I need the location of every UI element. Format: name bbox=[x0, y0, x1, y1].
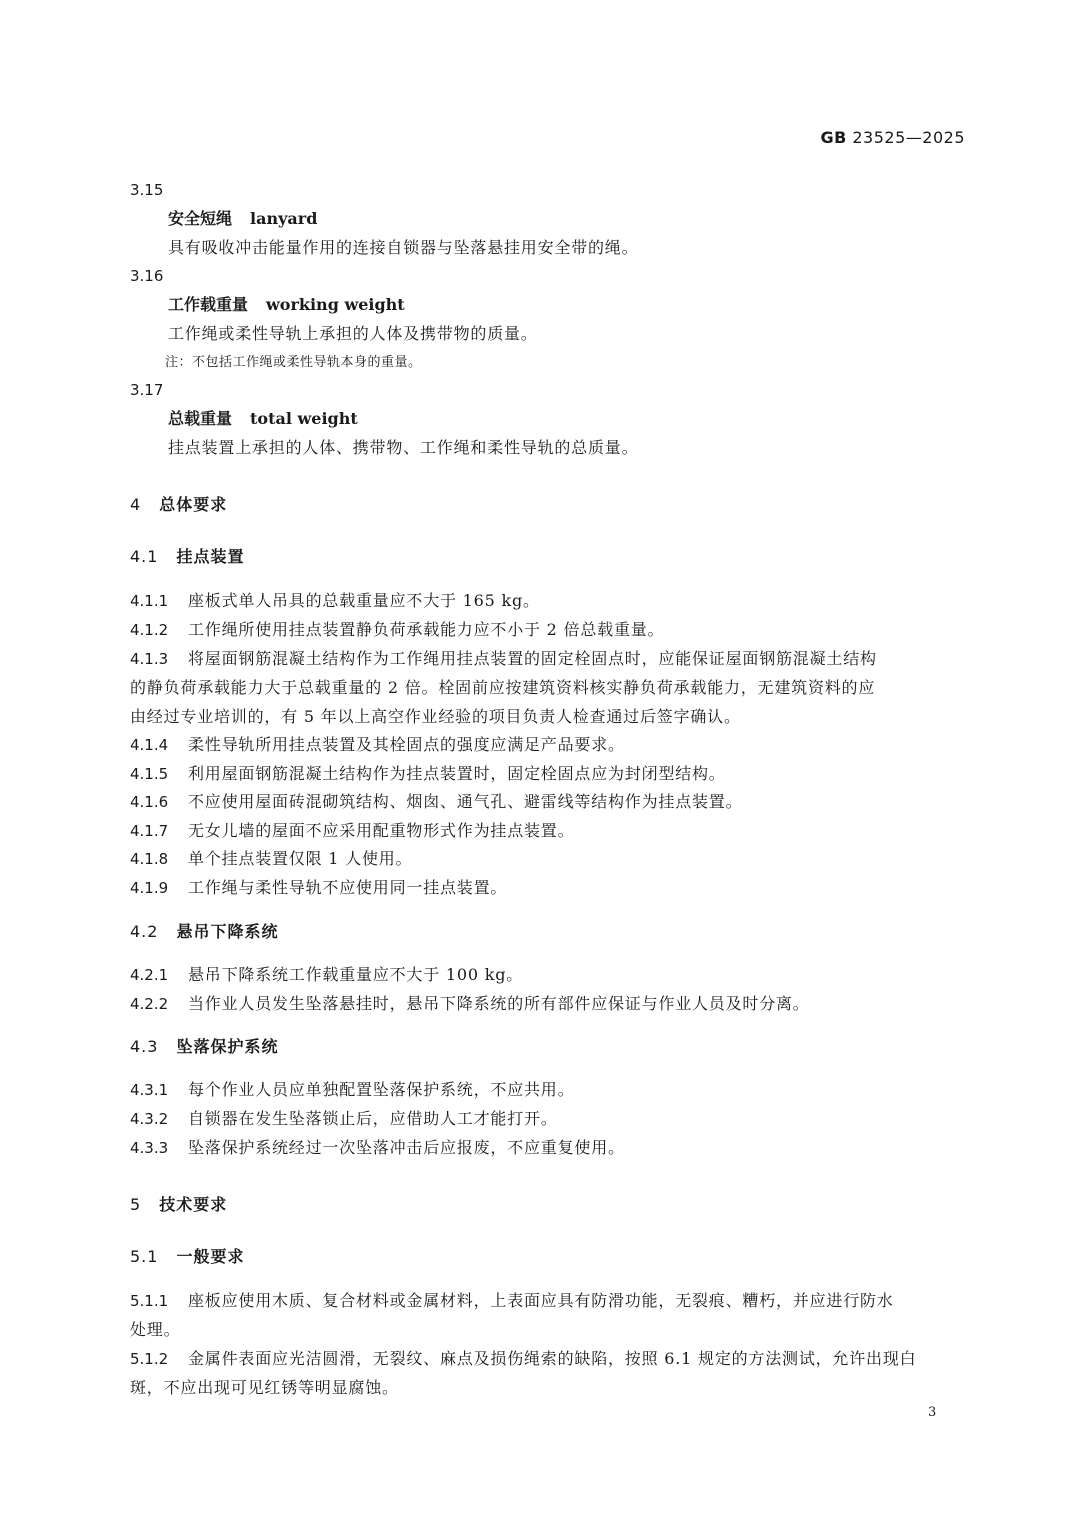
clause bbox=[130, 619, 664, 641]
clause-number: 4.1.4 bbox=[130, 736, 169, 754]
clause-text: 自锁器在发生坠落锁止后，应借助人工才能打开。 bbox=[188, 1109, 558, 1128]
term-definition: 具有吸收冲击能量作用的连接自锁器与坠落悬挂用安全带的绳。 bbox=[168, 238, 639, 257]
clause-number: 4.1.5 bbox=[130, 765, 169, 783]
clause bbox=[130, 590, 540, 612]
clause-number: 4.1.8 bbox=[130, 850, 169, 868]
clause bbox=[130, 877, 507, 899]
term-number: 3.15 bbox=[130, 181, 164, 199]
clause bbox=[130, 820, 574, 842]
clause bbox=[130, 964, 523, 986]
term-title-zh: 安全短绳 bbox=[168, 209, 233, 228]
clause bbox=[130, 1348, 916, 1370]
clause-text: 柔性导轨所用挂点装置及其栓固点的强度应满足产品要求。 bbox=[188, 735, 625, 754]
term-title-en: lanyard bbox=[250, 209, 318, 228]
section-heading bbox=[130, 1194, 227, 1216]
section-title: 技术要求 bbox=[159, 1195, 228, 1214]
section-heading bbox=[130, 494, 227, 516]
clause bbox=[130, 1137, 625, 1159]
clause-continuation: 处理。 bbox=[130, 1320, 181, 1339]
term-title bbox=[168, 208, 317, 230]
clause-number: 4.1.3 bbox=[130, 650, 169, 668]
term-note: 注：不包括工作绳或柔性导轨本身的重量。 bbox=[165, 355, 422, 370]
term-title-zh: 总载重量 bbox=[168, 409, 233, 428]
clause-text: 工作绳所使用挂点装置静负荷承载能力应不小于 2 倍总载重量。 bbox=[188, 620, 665, 639]
clause-number: 4.1.2 bbox=[130, 621, 169, 639]
term-title-en: working weight bbox=[266, 295, 405, 314]
clause-text: 每个作业人员应单独配置坠落保护系统，不应共用。 bbox=[188, 1080, 575, 1099]
term-number: 3.16 bbox=[130, 267, 164, 285]
subsection-title: 一般要求 bbox=[176, 1247, 245, 1266]
clause bbox=[130, 848, 412, 870]
clause-text: 座板应使用木质、复合材料或金属材料，上表面应具有防滑功能，无裂痕、糟朽，并应进行防水 bbox=[188, 1291, 894, 1310]
clause-text: 无女儿墙的屋面不应采用配重物形式作为挂点装置。 bbox=[188, 821, 575, 840]
clause-number: 4.1.9 bbox=[130, 879, 169, 897]
clause bbox=[130, 993, 810, 1015]
subsection-number: 4.1 bbox=[130, 547, 159, 566]
clause-text: 坠落保护系统经过一次坠落冲击后应报废，不应重复使用。 bbox=[188, 1138, 625, 1157]
clause bbox=[130, 1079, 574, 1101]
clause bbox=[130, 791, 742, 813]
clause-text: 不应使用屋面砖混砌筑结构、烟囱、通气孔、避雷线等结构作为挂点装置。 bbox=[188, 792, 743, 811]
clause-continuation: 的静负荷承载能力大于总载重量的 2 倍。栓固前应按建筑资料核实静负荷承载能力，无建筑资料的应 bbox=[130, 678, 876, 697]
term-title bbox=[168, 294, 405, 316]
page-number: 3 bbox=[928, 1405, 937, 1420]
subsection-heading bbox=[130, 1246, 244, 1268]
clause-continuation: 斑，不应出现可见红锈等明显腐蚀。 bbox=[130, 1378, 399, 1397]
subsection-title: 坠落保护系统 bbox=[176, 1037, 279, 1056]
clause-number: 4.3.2 bbox=[130, 1110, 169, 1128]
clause bbox=[130, 648, 877, 670]
clause-continuation: 由经过专业培训的，有 5 年以上高空作业经验的项目负责人检查通过后签字确认。 bbox=[130, 707, 741, 726]
clause-number: 4.3.3 bbox=[130, 1139, 169, 1157]
subsection-number: 4.2 bbox=[130, 922, 159, 941]
standard-code bbox=[760, 128, 965, 147]
subsection-number: 5.1 bbox=[130, 1247, 159, 1266]
term-definition: 工作绳或柔性导轨上承担的人体及携带物的质量。 bbox=[168, 324, 538, 343]
clause-text: 利用屋面钢筋混凝土结构作为挂点装置时，固定栓固点应为封闭型结构。 bbox=[188, 764, 726, 783]
section-title: 总体要求 bbox=[159, 495, 228, 514]
term-definition: 挂点装置上承担的人体、携带物、工作绳和柔性导轨的总质量。 bbox=[168, 438, 639, 457]
clause-number: 4.2.2 bbox=[130, 995, 169, 1013]
subsection-title: 挂点装置 bbox=[176, 547, 245, 566]
subsection-heading bbox=[130, 546, 244, 568]
clause bbox=[130, 1290, 894, 1312]
standard-number: 23525—2025 bbox=[852, 128, 965, 147]
clause-text: 悬吊下降系统工作载重量应不大于 100 kg。 bbox=[188, 965, 524, 984]
clause-text: 金属件表面应光洁圆滑，无裂纹、麻点及损伤绳索的缺陷，按照 6.1 规定的方法测试，允许出现白 bbox=[188, 1349, 917, 1368]
section-number: 4 bbox=[130, 495, 142, 514]
standard-prefix: GB bbox=[820, 128, 847, 147]
clause-text: 当作业人员发生坠落悬挂时，悬吊下降系统的所有部件应保证与作业人员及时分离。 bbox=[188, 994, 810, 1013]
term-title bbox=[168, 408, 358, 430]
clause-number: 4.2.1 bbox=[130, 966, 169, 984]
clause-number: 4.1.7 bbox=[130, 822, 169, 840]
subsection-heading bbox=[130, 921, 278, 943]
subsection-heading bbox=[130, 1036, 278, 1058]
clause bbox=[130, 763, 726, 785]
clause-number: 5.1.2 bbox=[130, 1350, 169, 1368]
clause-number: 4.1.6 bbox=[130, 793, 169, 811]
term-number: 3.17 bbox=[130, 381, 164, 399]
clause-text: 单个挂点装置仅限 1 人使用。 bbox=[188, 849, 413, 868]
clause-text: 工作绳与柔性导轨不应使用同一挂点装置。 bbox=[188, 878, 508, 897]
subsection-title: 悬吊下降系统 bbox=[176, 922, 279, 941]
clause-number: 5.1.1 bbox=[130, 1292, 169, 1310]
clause-text: 座板式单人吊具的总载重量应不大于 165 kg。 bbox=[188, 591, 540, 610]
term-title-en: total weight bbox=[250, 409, 358, 428]
clause bbox=[130, 734, 625, 756]
clause bbox=[130, 1108, 558, 1130]
clause-number: 4.3.1 bbox=[130, 1081, 169, 1099]
clause-text: 将屋面钢筋混凝土结构作为工作绳用挂点装置的固定栓固点时，应能保证屋面钢筋混凝土结构 bbox=[188, 649, 877, 668]
term-title-zh: 工作载重量 bbox=[168, 295, 249, 314]
subsection-number: 4.3 bbox=[130, 1037, 159, 1056]
section-number: 5 bbox=[130, 1195, 142, 1214]
clause-number: 4.1.1 bbox=[130, 592, 169, 610]
